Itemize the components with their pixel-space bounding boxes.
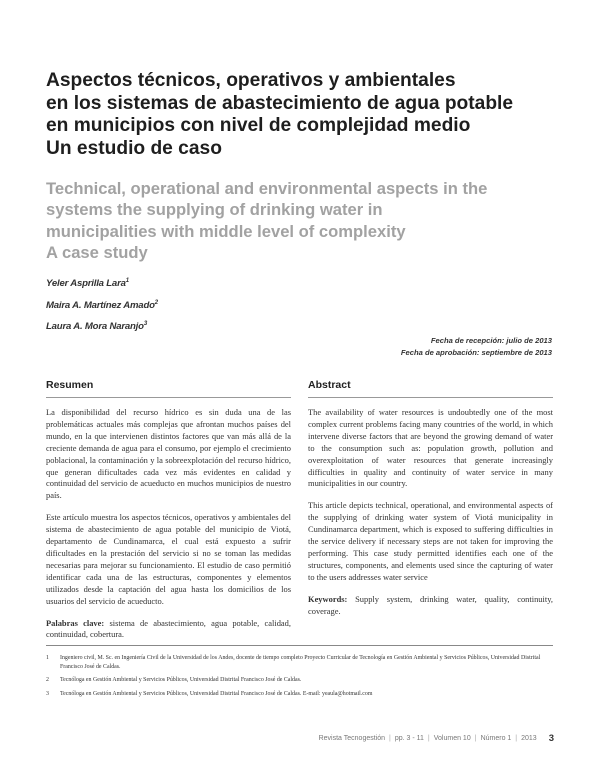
footnote-text: Tecnóloga en Gestión Ambiental y Servicios Públicos, Universidad Distrital Francisco José de Caldas. E-mail: yeaula@hotmail.com	[60, 691, 373, 697]
footer-separator: |	[427, 735, 430, 742]
title-english-line: municipalities with middle level of complexity	[46, 221, 406, 241]
author-name: Yeler Asprilla Lara	[46, 278, 126, 290]
page-number: 3	[548, 733, 554, 744]
title-english-line: systems the supplying of drinking water in	[46, 200, 383, 220]
abstract-keywords	[308, 594, 553, 618]
footnote-divider	[46, 645, 553, 646]
volume: Volumen 10	[433, 735, 471, 742]
resumen-keywords	[46, 618, 291, 642]
keywords-label: Palabras clave:	[46, 617, 105, 628]
footnote-text: Tecnóloga en Gestión Ambiental y Servicios Públicos, Universidad Distrital Francisco José de Caldas.	[60, 677, 302, 683]
resumen-body	[46, 407, 291, 651]
title-spanish	[46, 70, 566, 160]
footer-separator: |	[515, 735, 518, 742]
author	[46, 294, 158, 316]
author-footnote-ref: 2	[154, 299, 158, 306]
abstract-heading: Abstract	[308, 379, 553, 398]
running-footer	[319, 733, 554, 744]
journal-name: Revista Tecnogestión	[318, 735, 386, 742]
approved-date: Fecha de aprobación: septiembre de 2013	[400, 347, 552, 357]
submission-dates	[401, 335, 552, 358]
keywords-text: sistema de abastecimiento, agua potable, calidad, continuidad, cobertura.	[46, 617, 291, 640]
resumen-paragraph: Este artículo muestra los aspectos técnicos, operativos y ambientales del sistema de abastecimiento de agua potable del municipio de Viotá, departamento de Cundinamarca, el cual está expuesto a sufrir dificultades en la prestación del servicio si no se toman las medidas necesarias para mejorar su funcionamiento. El estudio de caso permitió identificar cada una de las estructuras, componentes y elementos utilizados desde la captación del agua hasta los domicilios de los usuarios del servicio de acueducto.	[46, 512, 291, 606]
author-list	[46, 272, 158, 337]
author-footnote-ref: 3	[143, 321, 147, 328]
year: 2013	[521, 735, 537, 742]
abstract-paragraph: The availability of water resources is undoubtedly one of the most complex current problems facing many countries of the world, in which intervene diverse factors that are beyond the growing demand of water to the consumption such as: population growth, pollution and overexploitation of water resources that generate increasingly difficulties in quality and continuity of water service in many municipalities in our country.	[308, 407, 553, 489]
footer-separator: |	[474, 735, 477, 742]
title-english-line: Technical, operational and environmental aspects in the	[46, 179, 488, 198]
footnote-text: Ingeniero civil, M. Sc. en Ingeniería Civil de la Universidad de los Andes, docente de tiempo completo Proyecto Curricular de Tecnología en Gestión Ambiental y Servicios Públicos, Universidad Distrital Francisco José de Caldas.	[60, 655, 541, 670]
title-spanish-line: Aspectos técnicos, operativos y ambientales	[46, 70, 456, 91]
author	[46, 272, 158, 294]
footnote	[46, 654, 553, 671]
title-spanish-line: en municipios con nivel de complejidad medio	[46, 115, 471, 136]
received-date: Fecha de recepción: julio de 2013	[430, 336, 552, 345]
footer-separator: |	[389, 735, 391, 742]
footnote-number: 2	[46, 677, 49, 683]
title-english	[46, 178, 566, 264]
author-name: Maira A. Martínez Amado	[46, 299, 155, 311]
resumen-heading: Resumen	[46, 379, 291, 398]
title-english-line: A case study	[46, 243, 148, 263]
footnote-number: 3	[46, 691, 49, 697]
footnote-number: 1	[46, 655, 49, 661]
resumen-paragraph: La disponibilidad del recurso hídrico es sin duda una de las problemáticas actuales más complejas que afrontan muchos países del mundo, en la que intervienen distintos factores que van más allá de la creciente demanda de agua para el consumo, por ejemplo el crecimiento poblacional, la contaminación y la sobreexplotación del recurso hídrico, que generan dificultades cada vez más evidentes en calidad y continuidad del servicio de acueducto en muchos municipios de nuestro país.	[46, 407, 291, 501]
keywords-text: Supply system, drinking water, quality, continuity, coverage.	[308, 593, 553, 616]
author-footnote-ref: 1	[125, 278, 129, 284]
footnote	[46, 690, 553, 699]
author-name: Laura A. Mora Naranjo	[46, 321, 144, 333]
title-spanish-line: en los sistemas de abastecimiento de agua potable	[46, 92, 514, 114]
issue-number: Número 1	[480, 735, 512, 742]
author	[46, 315, 158, 337]
abstract-paragraph: This article depicts technical, operational, and environmental aspects of the supplying of drinking water system of Viotá municipality in Cundinamarca department, which is exposed to suffering difficulties in the service delivery if necessary steps are not taken for improving the performing. This case study permitted identifies each one of the structures, components, and elements used since the capturing of water to the users addresses water service	[308, 500, 553, 582]
footnote	[46, 676, 553, 685]
abstract-body	[308, 407, 553, 628]
title-spanish-line: Un estudio de caso	[46, 137, 222, 159]
page-range: pp. 3 - 11	[394, 735, 424, 742]
keywords-label: Keywords:	[308, 593, 348, 604]
